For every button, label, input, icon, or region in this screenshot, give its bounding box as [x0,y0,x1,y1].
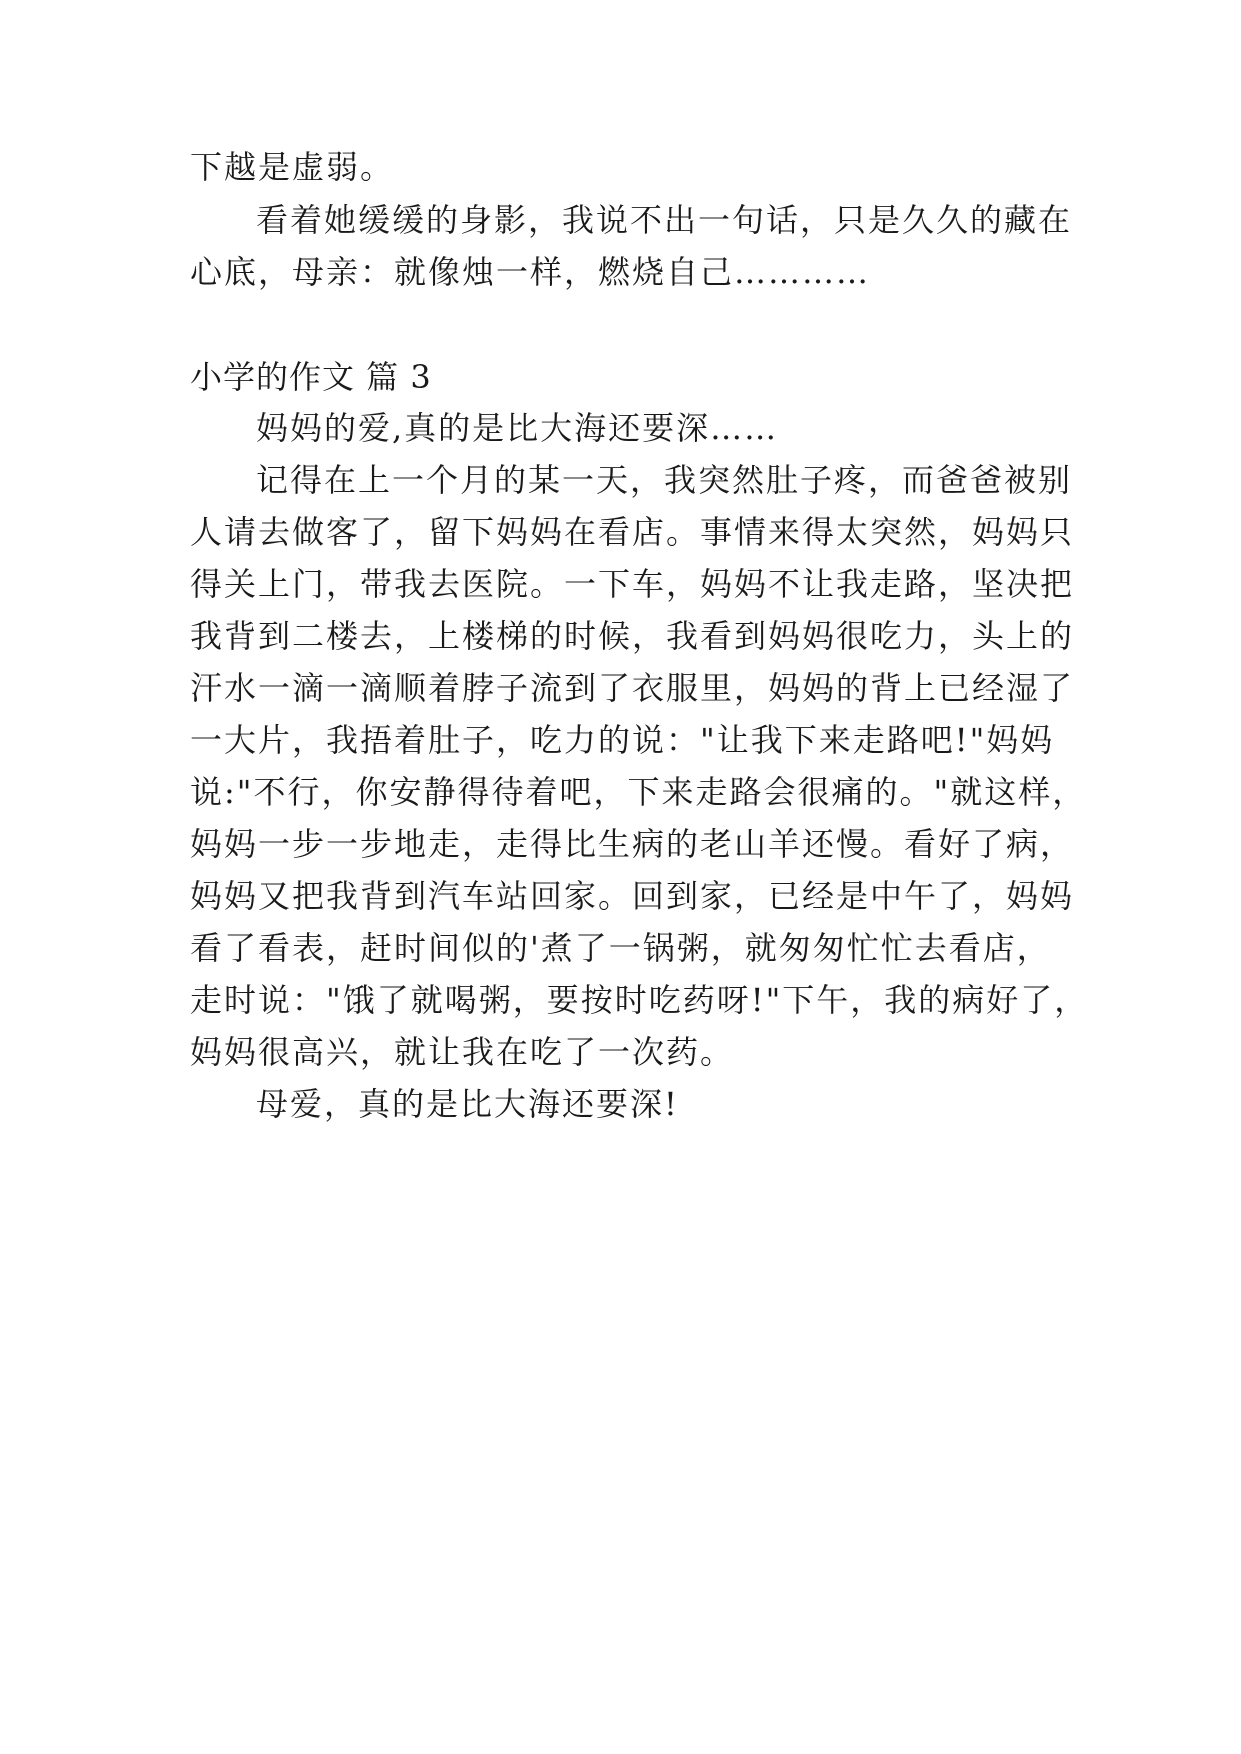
paragraph-line: 看了看表，赶时间似的'煮了一锅粥，就匆匆忙忙去看店， [190,929,1051,967]
paragraph-line: 记得在上一个月的某一天，我突然肚子疼，而爸爸被别 [256,461,1073,499]
paragraph-line: 妈妈一步一步地走，走得比生病的老山羊还慢。看好了病， [190,825,1075,863]
paragraph-line: 汗水一滴一滴顺着脖子流到了衣服里，妈妈的背上已经湿了 [190,669,1075,707]
paragraph-line: 我背到二楼去，上楼梯的时候，我看到妈妈很吃力，头上的 [190,617,1075,655]
paragraph-line: 母爱，真的是比大海还要深! [256,1085,679,1123]
paragraph-line: 下越是虚弱。 [190,148,395,186]
paragraph-line: 得关上门，带我去医院。一下车，妈妈不让我走路，坚决把 [190,565,1075,603]
paragraph-line: 心底，母亲：就像烛一样，燃烧自己………… [190,253,871,291]
paragraph-line: 看着她缓缓的身影，我说不出一句话，只是久久的藏在 [256,201,1073,239]
paragraph-line: 说:"不行，你安静得待着吧，下来走路会很痛的。"就这样， [190,773,1087,811]
paragraph-line: 妈妈的爱,真的是比大海还要深…… [256,409,779,447]
paragraph-line: 走时说："饿了就喝粥，要按时吃药呀!"下午，我的病好了， [190,981,1089,1019]
paragraph-line: 人请去做客了，留下妈妈在看店。事情来得太突然，妈妈只 [190,513,1075,551]
section-heading: 小学的作文 篇 3 [190,358,432,396]
paragraph-line: 一大片，我捂着肚子，吃力的说："让我下来走路吧!"妈妈 [190,721,1055,759]
paragraph-line: 妈妈很高兴，就让我在吃了一次药。 [190,1033,735,1071]
paragraph-line: 妈妈又把我背到汽车站回家。回到家，已经是中午了，妈妈 [190,877,1075,915]
